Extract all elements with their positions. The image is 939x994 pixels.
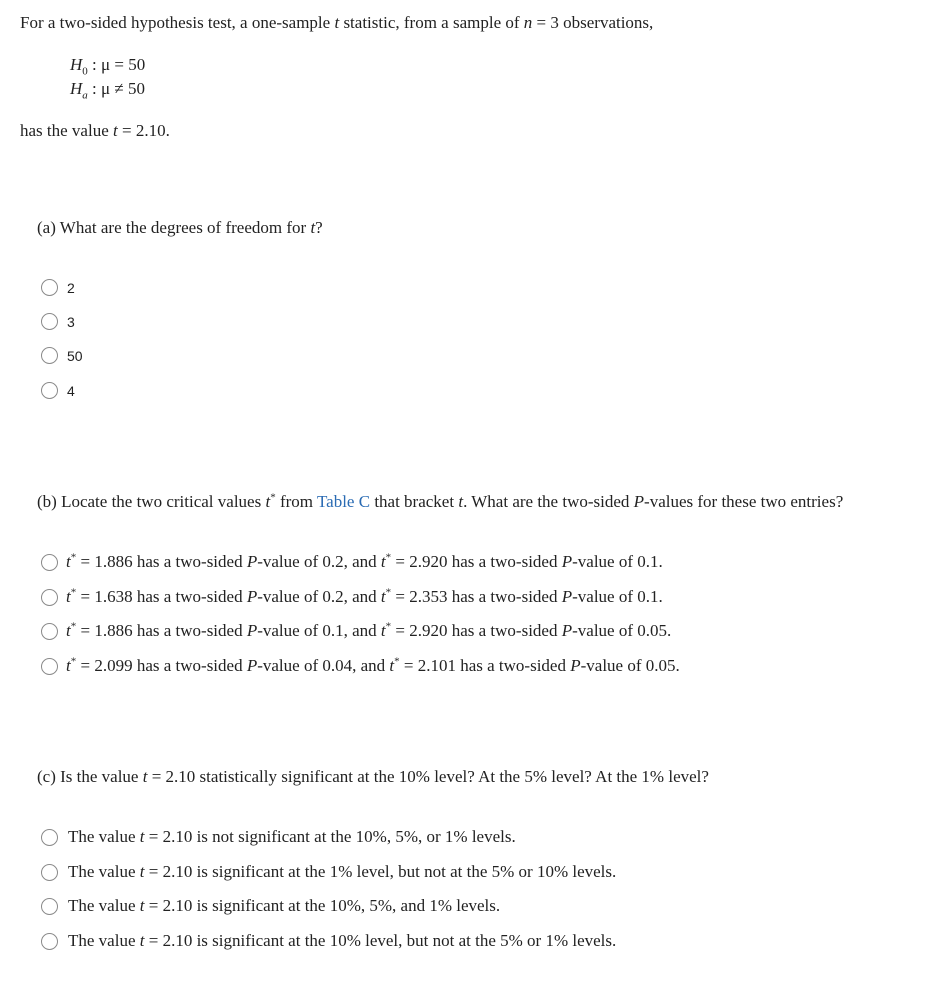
option-t: t xyxy=(139,931,145,950)
null-hypothesis xyxy=(70,55,146,78)
part-a-option-label[interactable]: 2 xyxy=(67,280,75,296)
option-text: = 2.920 has a two-sided xyxy=(391,621,562,640)
part-a-option-label[interactable]: 3 xyxy=(67,314,75,330)
star: * xyxy=(385,620,392,633)
part-a-radio-3[interactable] xyxy=(41,347,58,364)
option-text: = 2.101 has a two-sided xyxy=(399,656,571,675)
option-text: -value of 0.05. xyxy=(572,621,672,640)
option-text: = 2.353 has a two-sided xyxy=(391,587,562,606)
part-b-text-mid: . What are the two-sided xyxy=(463,492,634,511)
option-t: t xyxy=(139,896,145,915)
star: * xyxy=(70,586,77,599)
tstar-symbol: t xyxy=(66,656,71,675)
p-symbol: P xyxy=(561,621,573,640)
part-a-t: t xyxy=(310,218,316,237)
part-b-option-4[interactable] xyxy=(66,656,680,676)
part-b-text: (b) Locate the two critical values xyxy=(37,492,266,511)
option-text: = 2.920 has a two-sided xyxy=(391,552,562,571)
part-b-radio-3[interactable] xyxy=(41,623,58,640)
tstar-symbol: t xyxy=(380,587,386,606)
option-text: = 1.638 has a two-sided xyxy=(76,587,247,606)
part-a-question-end: ? xyxy=(315,218,323,237)
value-line-text: has the value xyxy=(20,121,113,140)
ha-subscript: a xyxy=(82,89,88,102)
part-c-option-1[interactable] xyxy=(68,827,516,847)
part-a-radio-1[interactable] xyxy=(41,279,58,296)
star: * xyxy=(385,586,392,599)
intro-text: For a two-sided hypothesis test, a one-sample xyxy=(20,13,335,32)
intro-n-symbol: n xyxy=(523,13,533,32)
option-t: t xyxy=(139,827,145,846)
star: * xyxy=(394,655,400,668)
tstar-symbol: t xyxy=(389,656,395,675)
option-text: = 2.10 is significant at the 10%, 5%, and 1% levels. xyxy=(144,896,501,915)
h0-label: H xyxy=(70,55,83,74)
p-symbol: P xyxy=(246,621,258,640)
star: * xyxy=(70,551,77,564)
part-b-star: * xyxy=(270,491,276,504)
part-c-option-3[interactable] xyxy=(68,896,500,916)
part-b-option-1[interactable] xyxy=(66,552,663,572)
part-c-option-2[interactable] xyxy=(68,862,616,882)
part-b-radio-1[interactable] xyxy=(41,554,58,571)
p-symbol: P xyxy=(561,587,573,606)
part-b-option-3[interactable] xyxy=(66,621,671,641)
star: * xyxy=(70,655,77,668)
p-symbol: P xyxy=(246,552,258,571)
part-b-tstar: t xyxy=(265,492,271,511)
option-text: -value of 0.1, and xyxy=(257,621,381,640)
part-b-radio-2[interactable] xyxy=(41,589,58,606)
part-b-radio-4[interactable] xyxy=(41,658,58,675)
part-c-text-end: = 2.10 statistically significant at the 10% level? At the 5% level? At the 1% level? xyxy=(147,767,709,786)
star: * xyxy=(70,620,77,633)
part-b-P: P xyxy=(633,492,645,511)
option-prefix: The value xyxy=(68,862,140,881)
p-symbol: P xyxy=(561,552,573,571)
value-line-value: = 2.10. xyxy=(117,121,170,140)
option-text: = 1.886 has a two-sided xyxy=(76,621,247,640)
part-a-radio-4[interactable] xyxy=(41,382,58,399)
part-c-t: t xyxy=(142,767,148,786)
option-text: = 2.10 is significant at the 1% level, but not at the 5% or 10% levels. xyxy=(144,862,617,881)
part-c-radio-2[interactable] xyxy=(41,864,58,881)
part-c-radio-4[interactable] xyxy=(41,933,58,950)
part-b-t: t xyxy=(458,492,464,511)
part-a-option-label[interactable]: 50 xyxy=(67,348,83,364)
option-text: -value of 0.04, and xyxy=(257,656,390,675)
p-symbol: P xyxy=(570,656,581,675)
part-a-question xyxy=(37,218,323,238)
ha-expression: : μ ≠ 50 xyxy=(87,79,145,98)
part-c-text: (c) Is the value xyxy=(37,767,143,786)
tstar-symbol: t xyxy=(66,587,71,606)
tstar-symbol: t xyxy=(380,552,386,571)
option-text: -value of 0.2, and xyxy=(257,587,381,606)
option-prefix: The value xyxy=(68,931,140,950)
star: * xyxy=(385,551,392,564)
option-prefix: The value xyxy=(68,896,140,915)
tstar-symbol: t xyxy=(380,621,386,640)
part-c-radio-3[interactable] xyxy=(41,898,58,915)
part-c-radio-1[interactable] xyxy=(41,829,58,846)
option-text: -value of 0.1. xyxy=(572,587,663,606)
option-text: -value of 0.05. xyxy=(580,656,680,675)
part-a-option-label[interactable]: 4 xyxy=(67,383,75,399)
option-text: -value of 0.2, and xyxy=(257,552,381,571)
ha-label: H xyxy=(70,79,83,98)
alternative-hypothesis xyxy=(70,79,145,102)
h0-subscript: 0 xyxy=(82,65,88,78)
option-prefix: The value xyxy=(68,827,140,846)
p-symbol: P xyxy=(246,587,258,606)
tstar-symbol: t xyxy=(66,621,71,640)
part-b-question xyxy=(37,492,843,512)
part-b-text-from: from xyxy=(275,492,317,511)
table-c-link[interactable]: Table C xyxy=(316,492,371,511)
intro-text-mid: statistic, from a sample of xyxy=(339,13,524,32)
value-line-t: t xyxy=(113,121,118,140)
option-text: = 2.10 is significant at the 10% level, but not at the 5% or 1% levels. xyxy=(144,931,617,950)
part-b-text-end: -values for these two entries? xyxy=(644,492,844,511)
statistic-value-line xyxy=(20,121,170,141)
tstar-symbol: t xyxy=(66,552,71,571)
part-c-question xyxy=(37,767,709,787)
part-a-question-text: (a) What are the degrees of freedom for xyxy=(37,218,311,237)
option-text: = 2.099 has a two-sided xyxy=(76,656,247,675)
part-c-option-4[interactable] xyxy=(68,931,616,951)
intro-t-symbol: t xyxy=(334,13,340,32)
option-text: = 1.886 has a two-sided xyxy=(76,552,247,571)
part-b-text-bracket: that bracket xyxy=(370,492,459,511)
option-text: -value of 0.1. xyxy=(572,552,663,571)
problem-intro xyxy=(20,13,653,33)
part-b-option-2[interactable] xyxy=(66,587,663,607)
option-text: = 2.10 is not significant at the 10%, 5%, or 1% levels. xyxy=(144,827,516,846)
option-t: t xyxy=(139,862,145,881)
h0-expression: : μ = 50 xyxy=(87,55,146,74)
p-symbol: P xyxy=(246,656,258,675)
intro-text-end: = 3 observations, xyxy=(532,13,654,32)
part-a-radio-2[interactable] xyxy=(41,313,58,330)
